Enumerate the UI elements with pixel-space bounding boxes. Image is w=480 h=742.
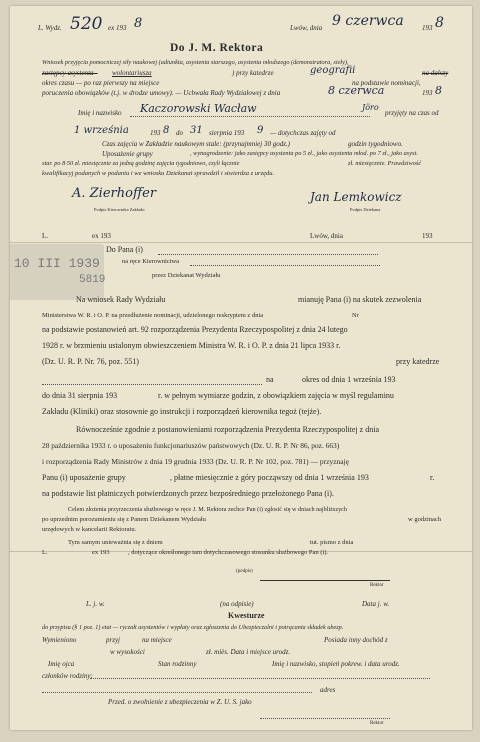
footer-k6: Przed. o zwolnienie z ubezpieczenia w Z. U. S. jako [108, 698, 252, 706]
footer-k2b: przyj [106, 636, 120, 644]
annul-p4a: Tym samym unieważnia się z dniem [68, 539, 163, 546]
footer-kwesturze: Kwesturze [228, 611, 265, 620]
footer-k2d: Posiada inny dochód z [324, 636, 388, 644]
request-line-4a: poruczenia obowiązków (t.j. w drodze umowy). — Uchwała Rady Wydziałowej z dnia [42, 89, 281, 97]
period-previous: — dotychczas zajęty od [270, 129, 336, 137]
footer-lj: L. j. w. [86, 600, 105, 608]
footer-k5: członków rodziny: [42, 672, 93, 680]
period-hours: Czas zajęcia w Zakładzie naukowym stale: (przynajmniej 30 godz.) [102, 140, 291, 148]
head-signature-label: Podpis Kierownika Zakładu [94, 207, 145, 212]
nomination-p1l: r. w pełnym wymiarze godzin, z obowiązkiem zajęcia w myśl regulaminu [158, 391, 394, 400]
footer-k3b: zł. miès. Data i miejsce urodz. [206, 648, 291, 656]
request-resolution-date: 8 czerwca [328, 84, 385, 97]
footer-k2a: Wymieniono [42, 636, 77, 644]
annul-p4d: ex 193 [92, 549, 110, 556]
request-line-2c: ) przy katedrze [232, 69, 274, 77]
person-tail: przyjęty na czas od [385, 109, 439, 117]
stamp-number: 5819 [79, 274, 106, 286]
reply-via-1: na ręce Kierownictwa [122, 258, 180, 265]
footer-rektor: Rektor [370, 721, 384, 726]
footer-k1: do przypisu (§ 1 poz. 1) etat — ryczałt asystentów i wypłaty oraz zgłoszenia do Ubezpieczalni i potrącania składek ubezp. [42, 624, 344, 631]
request-line-2d: na dalszy [422, 69, 449, 77]
dean-signature: Jan Lemkowicz [310, 190, 402, 204]
nomination-p1f: 1928 r. w brzmieniu ustalonym obwieszczeniem Ministra W. R. i O. P. z dnia 21 lipca 1933 r. [42, 341, 341, 350]
reply-place: Lwów, dnia [310, 232, 343, 240]
ex-label: ex 193 [108, 24, 127, 32]
salary-p2f: r. [430, 473, 435, 482]
nomination-p1g: (Dz. U. R. P. Nr. 76, poz. 551) [42, 357, 139, 366]
annul-p4e: , dotyczące określonego tam dotychczasowego stosunku służbowego Pan (i). [128, 549, 329, 556]
nomination-p1e: na podstawie postanowień art. 92 rozporządzenia Prezydenta Rzeczypospolitej z dnia 24 lutego [42, 325, 348, 334]
reply-ex: ex 193 [92, 232, 111, 240]
footer-adres: adres [320, 686, 336, 694]
person-name: Kaczorowski Wacław [140, 102, 257, 115]
footer-rector-line [260, 718, 390, 719]
nomination-p1a: Na wniosek Rady Wydziału [76, 295, 166, 304]
stamp-date: 10 III 1939 [14, 256, 100, 271]
request-line-2b: wolontariusza [112, 69, 152, 77]
nomination-p1h: przy katedrze [396, 357, 440, 366]
footer-address-line [42, 692, 312, 693]
period-month: sierpnia 193 [209, 129, 245, 137]
footer-k3a: w wysokości [110, 648, 145, 656]
request-department: geografii [310, 65, 356, 76]
footer-data: Data j. w. [362, 600, 390, 608]
registry-stamp [10, 244, 104, 300]
person-label: Imię i nazwisko [78, 109, 122, 117]
reply-via-2: przez Dziekanat Wydziału [152, 272, 221, 279]
footer-na-odpisie: (na odpisie) [220, 600, 254, 608]
period-hours-tail: godzin tygodniowo. [348, 140, 403, 148]
footer-k4a: Imię ojca [48, 660, 75, 668]
salary-rates: , wynagrodzenie: jako zastępcy asystenta po 5 zł., jako asystenta młod. po 7 zł., jako asyst. [190, 150, 418, 157]
request-line-4b: 193 [422, 89, 433, 97]
fold-line [10, 242, 472, 243]
document-page [10, 6, 472, 730]
salary-p2d: Panu (i) uposażenie grupy [42, 473, 126, 482]
period-year-1-digit: 8 [163, 125, 170, 136]
salary-p2a: Równocześnie zgodnie z postanowieniami rozporządzenia Prezydenta Rzeczypospolitej z dnia [76, 425, 379, 434]
salary-total: star. po 8·50 zł. miesięcznie za jedną godzinę zajęcia tygodniowo, czyli łącznie [42, 160, 240, 167]
nomination-p1j: okres od dnia 1 września 193 [302, 375, 396, 384]
nomination-p1c: Ministerstwa W. R. i O. P. na przedłużenie nominacji, udzielonego reskryptem z dnia [42, 312, 264, 319]
reply-podpis: (podpis) [236, 569, 253, 574]
nomination-p1i: na [266, 375, 274, 384]
place-label: Lwów, dnia [290, 24, 323, 32]
salary-p2b: 28 października 1933 r. o uposażeniu funkcjonariuszów państwowych (Dz. U. R. P. Nr 86, poz. 663) [42, 441, 340, 450]
annul-p4b: tut. pismo z dnia [310, 539, 354, 546]
request-line-2a: zastępcy asystenta - [42, 69, 98, 77]
person-name-line [130, 116, 370, 117]
qualifications-note: kwalifikacyj podanych w podaniu i we wniosku Dziekanat sprawdził i stwierdza z urzędu. [42, 170, 275, 177]
nomination-blank [42, 384, 262, 385]
year-label: 193 [422, 24, 433, 32]
annul-p4c: L. [42, 549, 48, 556]
head-signature: A. Zierhoffer [72, 186, 157, 201]
document-title: Do J. M. Rektora [170, 42, 264, 54]
reply-l: L. [42, 232, 49, 240]
rector-line [260, 580, 390, 581]
lwydz-number: 520 [70, 14, 103, 34]
oath-p3a: Celem złożenia przyrzeczenia służbowego w ręce J. M. Rektora zechce Pan (i) zgłosić się w dniach najbliższych [68, 506, 348, 513]
footer-k2c: na miejsce [142, 636, 172, 644]
salary-p2c: i rozporządzenia Rady Ministrów z dnia 19 grudnia 1933 (Dz. U. R. P. Nr 102, poz. 781) — przyznaję [42, 457, 350, 466]
salary-group: Uposażenie grupy [102, 150, 153, 158]
period-year-2-digit: 9 [257, 125, 264, 136]
oath-p3c: w godzinach [408, 516, 442, 523]
lwydz-label: L. Wydz. [38, 24, 62, 32]
salary-p2e: , płatne miesięcznie z góry począwszy od dnia 1 września 193 [170, 473, 369, 482]
period-do: do [176, 129, 183, 137]
salary-p2g: na podstawie list płatniczych potwierdzonych przez bezpośredniego przełożonego Pana (i). [42, 489, 334, 498]
reply-to-line [158, 254, 378, 255]
reply-year: 193 [422, 232, 433, 240]
footer-k4c: Imię i nazwisko, stopień pokrew. i data urodz. [272, 660, 400, 668]
period-from: 1 września [74, 125, 129, 136]
reply-to: Do Pana (i) [106, 245, 143, 254]
footer-family-line [90, 678, 430, 679]
request-line-1: Wniosek przyjęcia pomocniczej siły naukowej (adiunkta, asystenta starszego, asystenta młodszego (demonstratora, sieły), [42, 59, 349, 66]
footer-k4b: Stan rodzinny [158, 660, 197, 668]
nomination-p1d: Nr [352, 312, 359, 319]
oath-p3b: po uprzednim porozumieniu się z Panem Dziekanem Wydziału [42, 516, 206, 523]
person-note: Jöro [362, 103, 379, 112]
dean-signature-label: Podpis Dziekana [350, 207, 381, 212]
year-digit: 8 [435, 15, 444, 31]
request-line-3b: na podstawie nominacji, [352, 79, 421, 87]
request-line-3a: okres czasu — po raz pierwszy na miejsce [42, 79, 160, 87]
ex-year: 8 [134, 16, 143, 31]
place-date: 9 czerwca [332, 13, 404, 29]
oath-p3d: urzędowych w kancelarii Rektoratu. [42, 526, 137, 533]
salary-total-tail: zł. miesięcznie. Prawdziwość [348, 160, 422, 167]
nomination-p1b: mianuję Pana (i) na skutek zezwolenia [298, 295, 422, 304]
request-line-4c: 8 [435, 84, 442, 97]
period-year-1: 193 [150, 129, 161, 137]
nomination-p1k: do dnia 31 sierpnia 193 [42, 391, 118, 400]
period-to: 31 [190, 125, 203, 136]
reply-via-line [190, 265, 380, 266]
reply-rektor: Rektor [370, 583, 384, 588]
nomination-p1m: Zakładu (Kliniki) oraz stosownie go instrukcji i rozporządzeń kierownika tegoż (tejże). [42, 407, 322, 416]
